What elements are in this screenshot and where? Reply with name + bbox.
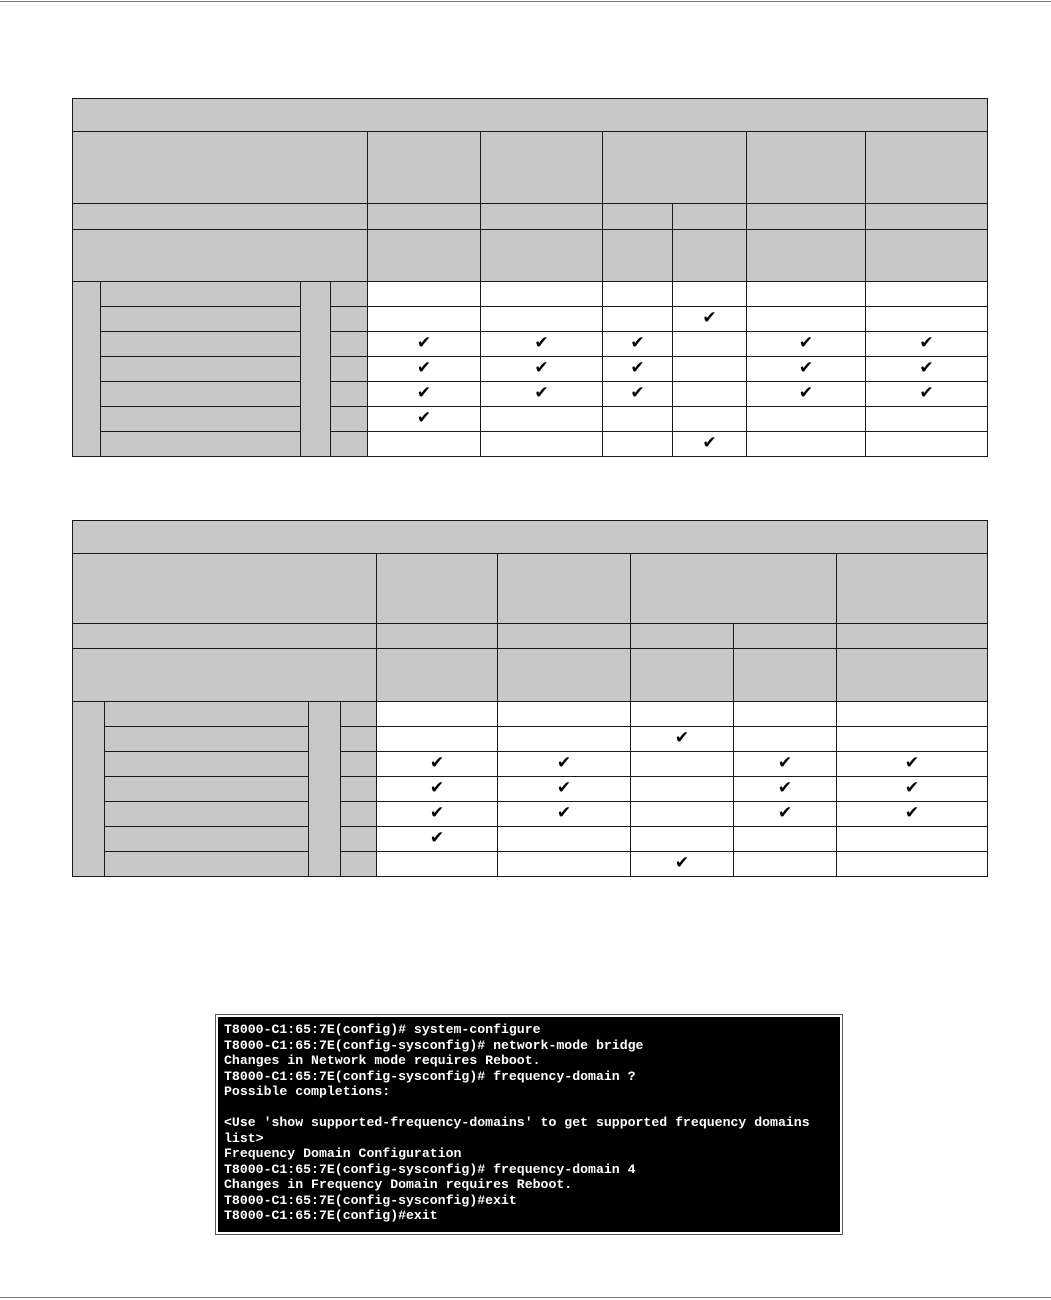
- checkmark-icon: ✔: [798, 333, 814, 353]
- checkmark-icon: ✔: [534, 333, 549, 353]
- table-subheader-row: [73, 230, 988, 282]
- table-body: [73, 702, 988, 877]
- table-header-row: [73, 554, 988, 624]
- row-code-cell: [331, 407, 368, 432]
- value-cell: [377, 752, 498, 777]
- checkmark-icon: ✔: [416, 358, 432, 378]
- table-title-row: [73, 99, 988, 132]
- value-cell: [747, 307, 866, 332]
- checkmark-icon: ✔: [416, 333, 432, 353]
- checkmark-icon: ✔: [702, 433, 717, 453]
- value-cell: [837, 702, 988, 727]
- value-cell: [837, 752, 988, 777]
- value-cell: [603, 432, 673, 457]
- row-code-cell: [341, 702, 377, 727]
- value-cell: [498, 852, 631, 877]
- value-cell: [866, 382, 988, 407]
- table-row: [73, 357, 988, 382]
- checkmark-icon: ✔: [630, 333, 645, 353]
- row-label-cell: [101, 407, 301, 432]
- row-label-cell: [105, 777, 309, 802]
- header-cell: [866, 132, 988, 204]
- value-cell: [747, 357, 866, 382]
- row-label-cell: [105, 752, 309, 777]
- subheader-cell: [481, 230, 603, 282]
- value-cell: [734, 777, 837, 802]
- checkmark-icon: ✔: [534, 358, 549, 378]
- checkmark-icon: ✔: [777, 753, 793, 773]
- checkmark-icon: ✔: [777, 778, 793, 798]
- value-cell: [631, 752, 734, 777]
- terminal-line: Possible completions:: [224, 1084, 391, 1099]
- checkmark-icon: ✔: [798, 358, 814, 378]
- value-cell: [866, 407, 988, 432]
- value-cell: [734, 802, 837, 827]
- group-cell: [309, 702, 341, 877]
- checkmark-icon: ✔: [416, 408, 432, 428]
- table-row: [73, 307, 988, 332]
- row-code-cell: [331, 382, 368, 407]
- table-row: [73, 382, 988, 407]
- table-row: [73, 332, 988, 357]
- checkmark-icon: ✔: [674, 728, 690, 748]
- table-row: [73, 827, 988, 852]
- table-row: [73, 727, 988, 752]
- value-cell: [631, 727, 734, 752]
- checkmark-icon: ✔: [674, 853, 690, 873]
- row-code-cell: [341, 802, 377, 827]
- subheader-cell: [498, 624, 631, 649]
- terminal-line: [224, 1100, 840, 1116]
- checkmark-icon: ✔: [904, 753, 920, 773]
- row-code-cell: [331, 332, 368, 357]
- row-label-cell: [105, 827, 309, 852]
- compatibility-matrix-table-1: [72, 98, 988, 457]
- value-cell: [368, 357, 481, 382]
- terminal-line: T8000-C1:65:7E(config-sysconfig)# network-mode bridge: [224, 1037, 644, 1053]
- checkmark-icon: ✔: [429, 803, 445, 823]
- terminal-line: Changes in Frequency Domain requires Reboot.: [224, 1177, 573, 1192]
- subheader-cell: [866, 204, 988, 230]
- value-cell: [481, 357, 603, 382]
- table-row: [73, 282, 988, 307]
- subheader-cell: [673, 230, 747, 282]
- value-cell: [377, 727, 498, 752]
- value-cell: [481, 282, 603, 307]
- terminal-line: T8000-C1:65:7E(config-sysconfig)# frequency-domain 4: [224, 1161, 636, 1177]
- value-cell: [673, 307, 747, 332]
- value-cell: [368, 307, 481, 332]
- row-code-cell: [331, 357, 368, 382]
- checkmark-icon: ✔: [630, 358, 645, 378]
- table-title-cell: [73, 521, 988, 554]
- subheader-cell: [603, 230, 673, 282]
- cli-terminal-screenshot: [215, 1014, 843, 1235]
- value-cell: [747, 432, 866, 457]
- row-code-cell: [341, 752, 377, 777]
- value-cell: [481, 382, 603, 407]
- header-cell: [368, 132, 481, 204]
- value-cell: [377, 777, 498, 802]
- subheader-cell: [603, 204, 673, 230]
- row-code-cell: [341, 727, 377, 752]
- terminal-line: T8000-C1:65:7E(config)#exit: [224, 1208, 438, 1223]
- checkmark-icon: ✔: [429, 778, 445, 798]
- value-cell: [747, 382, 866, 407]
- row-label-cell: [101, 307, 301, 332]
- subheader-cell: [368, 204, 481, 230]
- table-subheader-row: [73, 649, 988, 702]
- value-cell: [734, 827, 837, 852]
- subheader-cell: [631, 624, 734, 649]
- row-code-cell: [331, 432, 368, 457]
- terminal-line: T8000-C1:65:7E(config-sysconfig)# frequency-domain ?: [224, 1068, 636, 1084]
- value-cell: [481, 432, 603, 457]
- checkmark-icon: ✔: [630, 383, 645, 403]
- bottom-rule: [0, 1297, 1051, 1298]
- checkmark-icon: ✔: [556, 753, 572, 773]
- value-cell: [498, 802, 631, 827]
- table-row: [73, 432, 988, 457]
- value-cell: [866, 307, 988, 332]
- checkmark-icon: ✔: [429, 828, 445, 848]
- value-cell: [603, 282, 673, 307]
- category-cell: [73, 702, 105, 877]
- row-code-cell: [331, 307, 368, 332]
- value-cell: [481, 407, 603, 432]
- value-cell: [673, 332, 747, 357]
- header-cell: [481, 132, 603, 204]
- header-cell: [377, 554, 498, 624]
- value-cell: [747, 407, 866, 432]
- checkmark-icon: ✔: [416, 383, 432, 403]
- value-cell: [734, 852, 837, 877]
- table-row: [73, 752, 988, 777]
- value-cell: [368, 282, 481, 307]
- group-cell: [301, 282, 331, 457]
- terminal-line: T8000-C1:65:7E(config)# system-configure: [224, 1022, 541, 1037]
- subheader-label-cell: [73, 649, 377, 702]
- checkmark-icon: ✔: [556, 803, 572, 823]
- value-cell: [498, 777, 631, 802]
- value-cell: [837, 777, 988, 802]
- value-cell: [603, 332, 673, 357]
- terminal-output: [218, 1017, 840, 1232]
- checkmark-icon: ✔: [534, 383, 549, 403]
- row-label-cell: [101, 332, 301, 357]
- checkmark-icon: ✔: [798, 383, 814, 403]
- value-cell: [498, 702, 631, 727]
- value-cell: [734, 702, 837, 727]
- value-cell: [866, 432, 988, 457]
- checkmark-icon: ✔: [556, 778, 572, 798]
- row-code-cell: [341, 827, 377, 852]
- row-code-cell: [341, 852, 377, 877]
- checkmark-icon: ✔: [904, 803, 920, 823]
- subheader-cell: [734, 624, 837, 649]
- table-body: [73, 282, 988, 457]
- header-label-cell: [73, 554, 377, 624]
- header-label-cell: [73, 132, 368, 204]
- category-cell: [73, 282, 101, 457]
- checkmark-icon: ✔: [919, 383, 934, 403]
- header-cell: [498, 554, 631, 624]
- subheader-cell: [734, 649, 837, 702]
- table-title-cell: [73, 99, 988, 132]
- header-cell: [631, 554, 837, 624]
- value-cell: [377, 827, 498, 852]
- row-label-cell: [105, 852, 309, 877]
- value-cell: [368, 382, 481, 407]
- subheader-cell: [481, 204, 603, 230]
- header-cell: [837, 554, 988, 624]
- subheader-cell: [747, 204, 866, 230]
- value-cell: [498, 827, 631, 852]
- value-cell: [368, 432, 481, 457]
- table-row: [73, 777, 988, 802]
- subheader-cell: [837, 624, 988, 649]
- checkmark-icon: ✔: [777, 803, 793, 823]
- value-cell: [631, 702, 734, 727]
- value-cell: [481, 332, 603, 357]
- checkmark-icon: ✔: [919, 358, 934, 378]
- terminal-line: <Use 'show supported-frequency-domains' to get supported frequency domains: [224, 1115, 810, 1130]
- value-cell: [377, 802, 498, 827]
- terminal-line: Frequency Domain Configuration: [224, 1146, 462, 1161]
- value-cell: [747, 332, 866, 357]
- value-cell: [837, 802, 988, 827]
- value-cell: [673, 382, 747, 407]
- value-cell: [673, 357, 747, 382]
- value-cell: [377, 702, 498, 727]
- table-row: [73, 407, 988, 432]
- value-cell: [866, 357, 988, 382]
- checkmark-icon: ✔: [904, 778, 920, 798]
- value-cell: [673, 432, 747, 457]
- subheader-cell: [866, 230, 988, 282]
- top-rule: [0, 1, 1051, 2]
- row-label-cell: [101, 382, 301, 407]
- table-row: [73, 802, 988, 827]
- subheader-label-cell: [73, 204, 368, 230]
- value-cell: [368, 332, 481, 357]
- row-label-cell: [105, 702, 309, 727]
- value-cell: [837, 727, 988, 752]
- value-cell: [866, 282, 988, 307]
- header-cell: [747, 132, 866, 204]
- value-cell: [837, 827, 988, 852]
- table-subheader-row: [73, 204, 988, 230]
- terminal-line: list>: [224, 1130, 264, 1146]
- table-title-row: [73, 521, 988, 554]
- table-header-row: [73, 132, 988, 204]
- value-cell: [368, 407, 481, 432]
- subheader-cell: [498, 649, 631, 702]
- subheader-label-cell: [73, 624, 377, 649]
- subheader-cell: [837, 649, 988, 702]
- checkmark-icon: ✔: [702, 308, 717, 328]
- checkmark-icon: ✔: [919, 333, 934, 353]
- subheader-cell: [673, 204, 747, 230]
- terminal-line: Changes in Network mode requires Reboot.: [224, 1053, 541, 1068]
- value-cell: [673, 282, 747, 307]
- value-cell: [603, 357, 673, 382]
- subheader-label-cell: [73, 230, 368, 282]
- row-label-cell: [105, 727, 309, 752]
- subheader-cell: [747, 230, 866, 282]
- value-cell: [866, 332, 988, 357]
- value-cell: [747, 282, 866, 307]
- value-cell: [734, 752, 837, 777]
- value-cell: [603, 407, 673, 432]
- subheader-cell: [631, 649, 734, 702]
- value-cell: [734, 727, 837, 752]
- subheader-cell: [377, 649, 498, 702]
- row-code-cell: [341, 777, 377, 802]
- value-cell: [481, 307, 603, 332]
- subheader-cell: [377, 624, 498, 649]
- header-cell: [603, 132, 747, 204]
- row-label-cell: [101, 432, 301, 457]
- value-cell: [631, 802, 734, 827]
- value-cell: [631, 827, 734, 852]
- value-cell: [631, 852, 734, 877]
- row-label-cell: [101, 282, 301, 307]
- subheader-cell: [368, 230, 481, 282]
- table-row: [73, 702, 988, 727]
- value-cell: [603, 382, 673, 407]
- terminal-line: T8000-C1:65:7E(config-sysconfig)#exit: [224, 1192, 517, 1208]
- compatibility-matrix-table-2: [72, 520, 988, 877]
- value-cell: [603, 307, 673, 332]
- row-label-cell: [105, 802, 309, 827]
- row-code-cell: [331, 282, 368, 307]
- table-subheader-row: [73, 624, 988, 649]
- value-cell: [631, 777, 734, 802]
- checkmark-icon: ✔: [429, 753, 445, 773]
- value-cell: [377, 852, 498, 877]
- value-cell: [673, 407, 747, 432]
- value-cell: [498, 752, 631, 777]
- value-cell: [837, 852, 988, 877]
- row-label-cell: [101, 357, 301, 382]
- value-cell: [498, 727, 631, 752]
- table-row: [73, 852, 988, 877]
